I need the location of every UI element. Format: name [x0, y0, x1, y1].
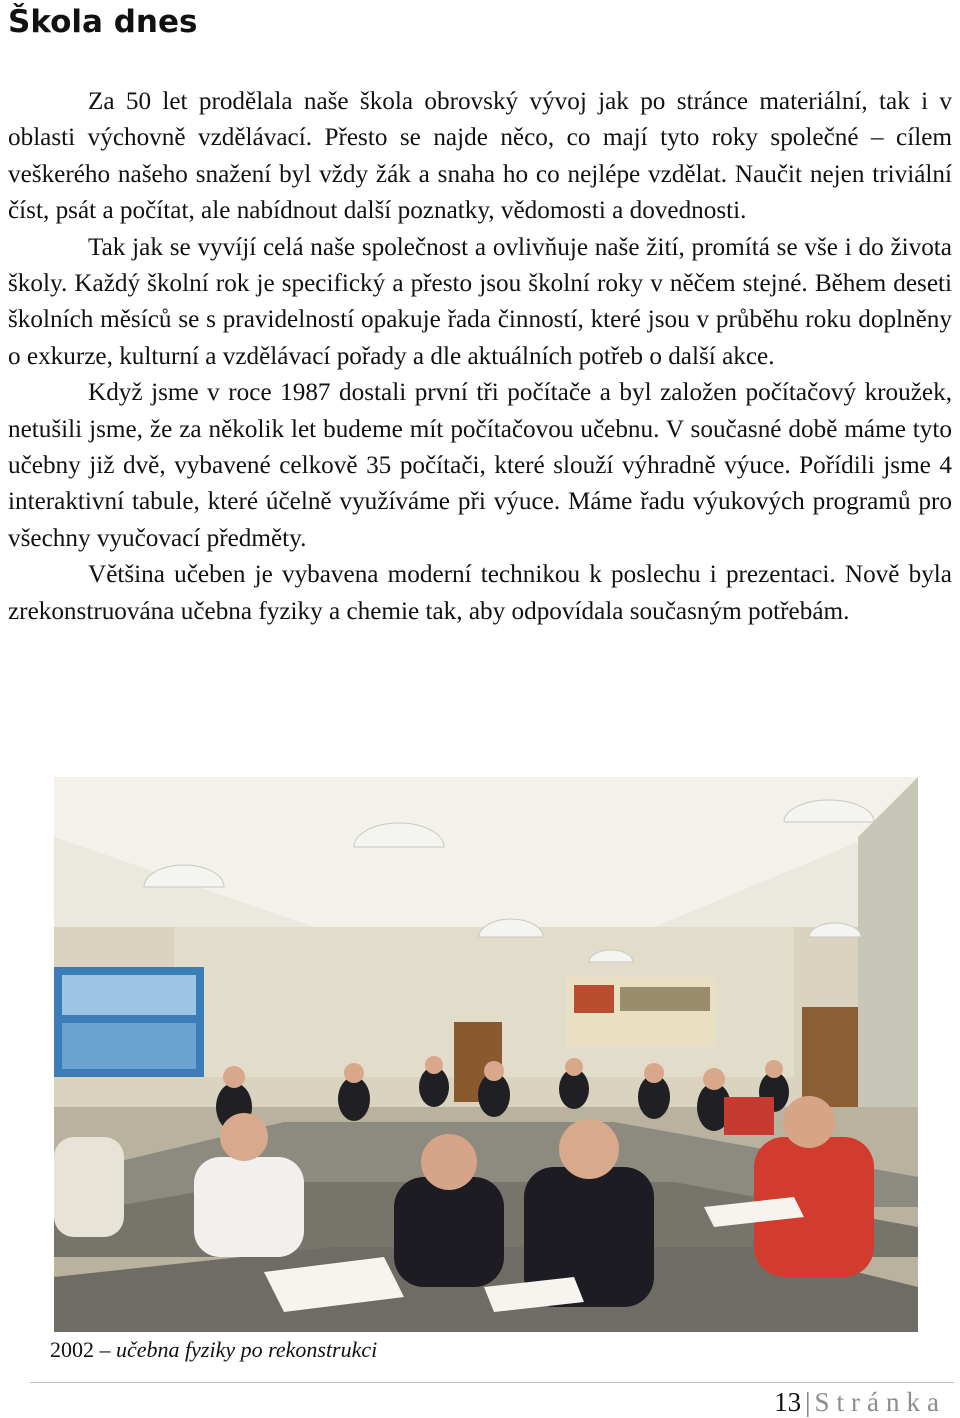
paragraph: Tak jak se vyvíjí celá naše společnost a ovlivňuje naše žití, promítá se vše i do života školy. Každý školní rok je specifický a přesto jsou školní roky v něčem stejné. Během deseti školních měsíců se s pravidelností opakuje řada činností, které jsou v průběhu roku doplněny o exkurze, kulturní a vzdělávací pořady a dle aktuálních potřeb o další akce.: [8, 233, 952, 370]
caption-dash: –: [94, 1337, 116, 1362]
article-body: [8, 84, 952, 630]
paragraph: Když jsme v roce 1987 dostali první tři počítače a byl založen počítačový kroužek, netušili jsme, že za několik let budeme mít počítačovou učebnu. V současné době máme tyto učebny již dvě, vybavené celkově 35 počítači, které slouží výhradně výuce. Pořídili jsme 4 interaktivní tabule, které účelně využíváme při výuce. Máme řadu výukových programů pro všechny vyučovací předměty.: [8, 379, 952, 552]
page-number: 13: [774, 1387, 802, 1417]
caption-year: 2002: [50, 1337, 94, 1362]
classroom-photo: [54, 777, 918, 1332]
page-footer: [774, 1386, 946, 1418]
footer-divider: [30, 1382, 954, 1383]
page-separator: |: [805, 1387, 811, 1417]
page-title: Škola dnes: [8, 4, 198, 40]
photo-caption: [50, 1336, 377, 1364]
page-word: Stránka: [814, 1387, 946, 1417]
paragraph: Za 50 let prodělala naše škola obrovský vývoj jak po stránce materiální, tak i v oblasti výchovně vzdělávací. Přesto se najde něco, co mají tyto roky společné – cílem veškerého našeho snažení byl vždy žák a snaha ho co nejlépe vzdělat. Naučit nejen triviální číst, psát a počítat, ale nabídnout další poznatky, vědomosti a dovednosti.: [8, 88, 952, 225]
caption-text: učebna fyziky po rekonstrukci: [116, 1337, 378, 1362]
paragraph: Většina učeben je vybavena moderní technikou k poslechu i prezentaci. Nově byla zrekonstruována učebna fyziky a chemie tak, aby odpovídala současným potřebám.: [8, 561, 952, 625]
